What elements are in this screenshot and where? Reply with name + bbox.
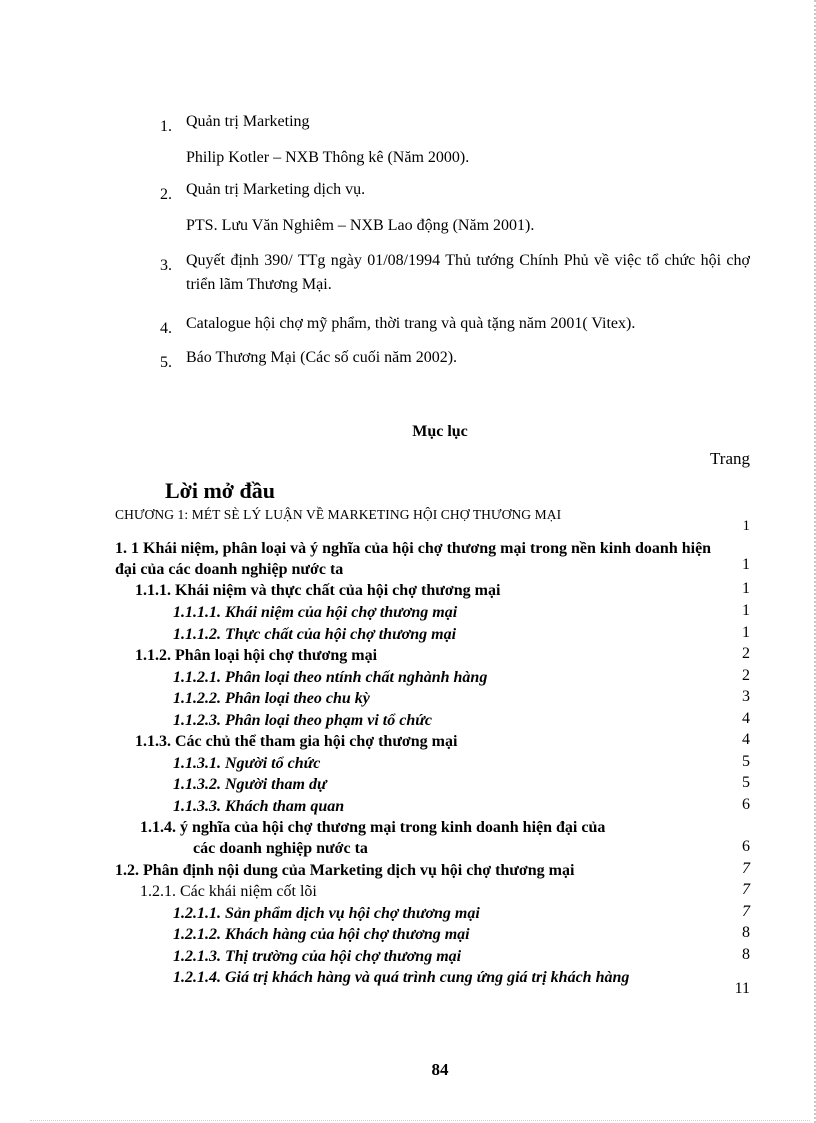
toc-entry: 1. 1 Khái niệm, phân loại và ý nghĩa của hội chợ thương mại trong nền kinh doanh hiện đại của các doanh nghiệp nước ta <box>115 540 712 578</box>
toc-entry-page: 6 <box>742 838 750 855</box>
reference-number: 2. <box>160 186 172 203</box>
toc-chapter-heading: CHƯƠNG 1: MÉT SÈ LÝ LUẬN VỀ MARKETING HỘI CHỢ THƯƠNG MẠI <box>115 507 562 522</box>
toc-entry: 1.1.3.2. Người tham dự <box>173 776 327 793</box>
reference-item <box>160 249 750 301</box>
toc-entry-page: 1 <box>742 624 750 641</box>
toc-entry-continued: các doanh nghiệp nước ta <box>193 840 368 857</box>
toc-intro: Lời mở đầu <box>165 478 275 503</box>
toc-entry-page: 5 <box>742 774 750 791</box>
reference-detail: Philip Kotler – NXB Thông kê (Năm 2000). <box>186 149 470 166</box>
toc-entry: 1.2. Phân định nội dung của Marketing dịch vụ hội chợ thương mại <box>115 862 575 879</box>
toc-entry-page: 1 <box>742 602 750 619</box>
toc-entry: 1.1.2.1. Phân loại theo ntính chất nghành hàng <box>173 669 488 686</box>
toc-entry-page: 7 <box>742 903 750 920</box>
toc-entry: 1.1.1.1. Khái niệm của hội chợ thương mại <box>173 604 458 621</box>
toc-entry: 1.2.1.3. Thị trường của hội chợ thương mại <box>173 948 462 965</box>
toc-entry-page: 7 <box>742 881 750 898</box>
toc-entry-page: 7 <box>742 860 750 877</box>
toc-entry-page: 4 <box>742 731 750 748</box>
toc-entry: 1.1.1.2. Thực chất của hội chợ thương mại <box>173 626 457 643</box>
toc-entry: 1.1.2. Phân loại hội chợ thương mại <box>135 647 378 664</box>
toc-entry: 1.1.3.3. Khách tham quan <box>173 798 345 815</box>
page-number: 84 <box>431 1060 449 1079</box>
reference-item <box>160 178 750 238</box>
reference-item <box>160 312 750 342</box>
toc-entry-page: 1 <box>742 580 750 597</box>
reference-title: Quản trị Marketing <box>186 113 310 130</box>
reference-title: Báo Thương Mại (Các số cuối năm 2002). <box>186 349 458 366</box>
toc-entry: 1.1.4. ý nghĩa của hội chợ thương mại trong kinh doanh hiện đại của <box>140 819 606 836</box>
toc-entry-page: 2 <box>742 645 750 662</box>
toc-page-header: Trang <box>710 449 750 468</box>
toc-entry: 1.2.1.2. Khách hàng của hội chợ thương mại <box>173 926 470 943</box>
reference-item <box>160 110 750 170</box>
toc-title: Mục lục <box>412 423 468 440</box>
toc-entry-page: 4 <box>742 710 750 727</box>
toc-entry-page: 2 <box>742 667 750 684</box>
reference-item <box>160 346 750 376</box>
toc-entry: 1.2.1. Các khái niệm cốt lõi <box>140 883 317 900</box>
reference-title: Quản trị Marketing dịch vụ. <box>186 181 366 198</box>
reference-number: 1. <box>160 118 172 135</box>
toc-entry: 1.1.2.2. Phân loại theo chu kỳ <box>173 690 370 707</box>
reference-number: 3. <box>160 257 172 274</box>
reference-title: Catalogue hội chợ mỹ phẩm, thời trang và quà tặng năm 2001( Vitex). <box>186 315 636 332</box>
toc-entry-page: 5 <box>742 753 750 770</box>
toc-entry: 1.1.3. Các chủ thể tham gia hội chợ thương mại <box>135 733 458 750</box>
toc-entry: 1.1.2.3. Phân loại theo phạm vi tổ chức <box>173 712 432 729</box>
reference-detail: PTS. Lưu Văn Nghiêm – NXB Lao động (Năm 2001). <box>186 217 535 234</box>
toc-entry-page: 8 <box>742 924 750 941</box>
page-bottom-edge <box>30 1120 810 1121</box>
toc-entry: 1.1.1. Khái niệm và thực chất của hội chợ thương mại <box>135 582 501 599</box>
reference-number: 5. <box>160 354 172 371</box>
toc-entry: 1.2.1.1. Sản phẩm dịch vụ hội chợ thương mại <box>173 905 480 922</box>
toc-entry-page: 6 <box>742 796 750 813</box>
toc-entry: 1.1.3.1. Người tổ chức <box>173 755 321 772</box>
page-right-edge <box>812 0 816 1123</box>
toc-entry: 1.2.1.4. Giá trị khách hàng và quá trình cung ứng giá trị khách hàng <box>173 969 630 986</box>
reference-number: 4. <box>160 320 172 337</box>
toc-entry-page: 8 <box>742 946 750 963</box>
toc-entry-page: 11 <box>734 980 750 997</box>
toc-entry-page: 1 <box>742 556 750 573</box>
toc-entry-page: 3 <box>742 688 750 705</box>
toc-chapter-page: 1 <box>742 518 750 534</box>
reference-title: Quyết định 390/ TTg ngày 01/08/1994 Thủ tướng Chính Phủ về việc tổ chức hội chợ triển lãm Thương Mại. <box>186 252 750 293</box>
